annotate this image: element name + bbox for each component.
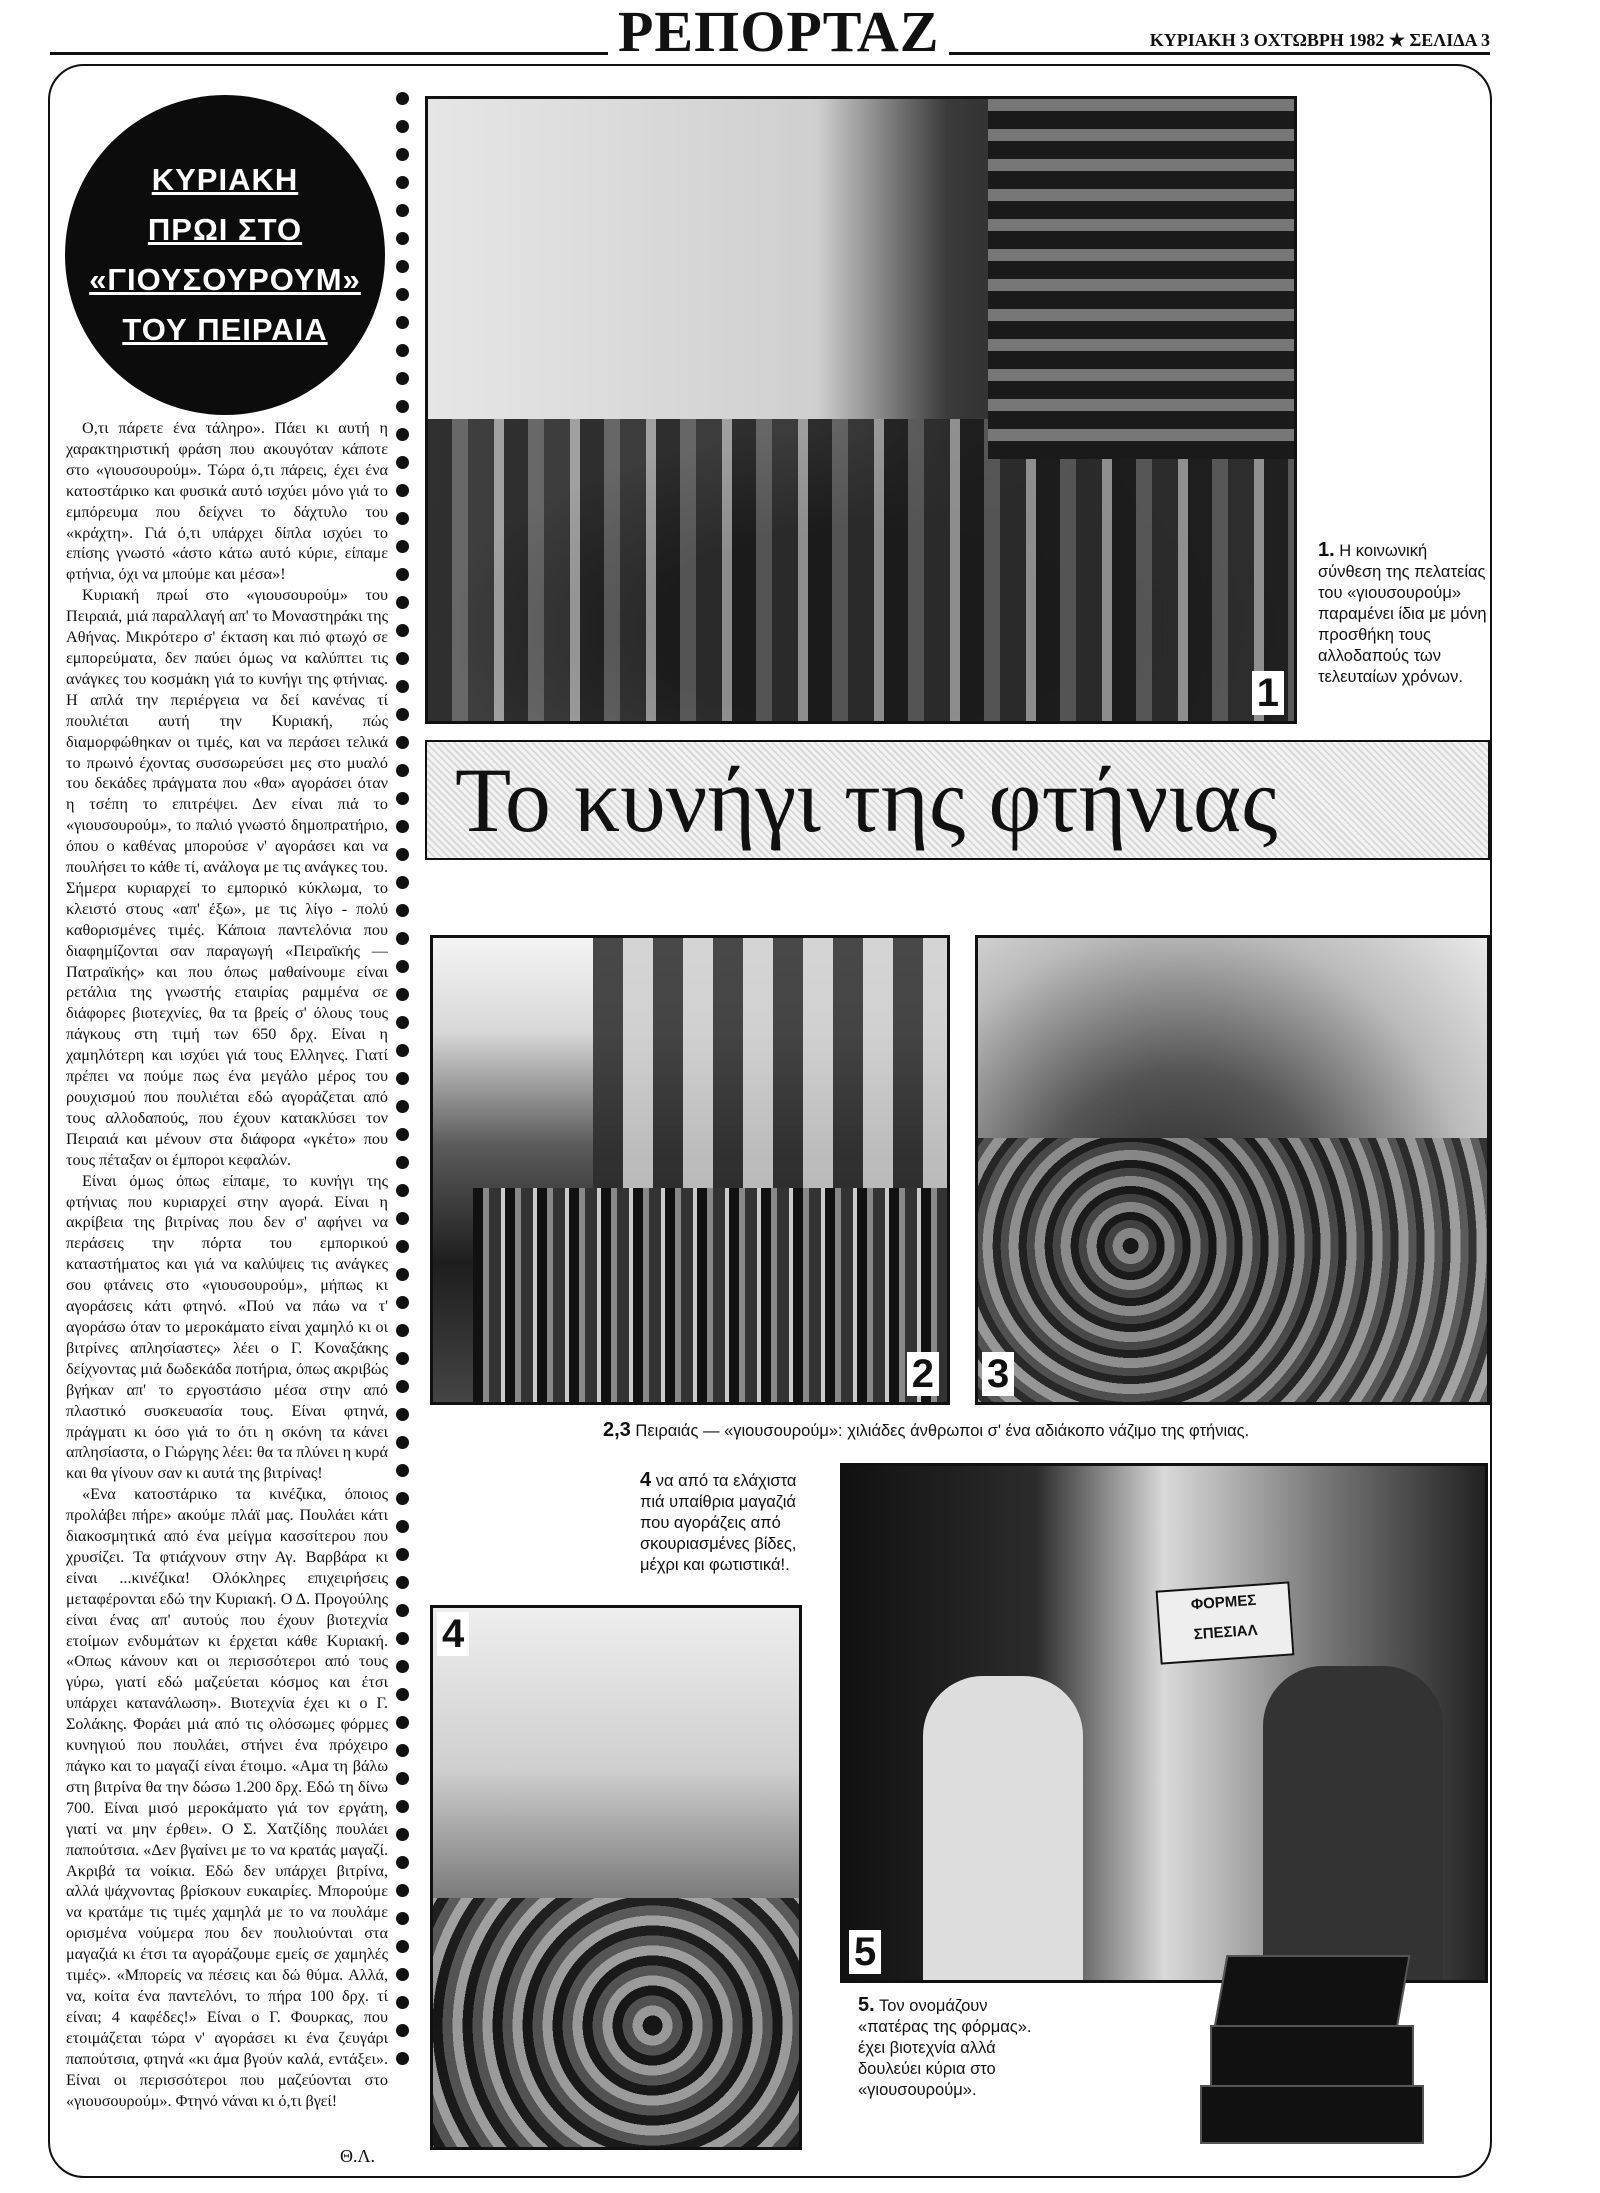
divider-dot	[396, 484, 409, 497]
divider-dot	[396, 1884, 409, 1897]
photo-2-3-caption	[603, 1420, 1463, 1442]
divider-dot	[396, 1268, 409, 1281]
photo-1-market-crowd	[425, 96, 1297, 724]
divider-dot	[396, 2052, 409, 2065]
divider-dot	[396, 176, 409, 189]
article-body	[66, 418, 388, 2163]
divider-dot	[396, 904, 409, 917]
divider-dot	[396, 1660, 409, 1673]
headline: Το κυνήγι της φτήνιας	[455, 749, 1278, 851]
divider-dot	[396, 568, 409, 581]
photo-4-number: 4	[437, 1612, 469, 1656]
photo-3-goods	[978, 1138, 1487, 1405]
divider-dot	[396, 232, 409, 245]
divider-dot	[396, 1716, 409, 1729]
article-paragraph: Είναι όμως όπως είπαμε, το κυνήγι της φτήνιας που κυριαρχεί στην αγορά. Είναι η ακρίβεια της βιτρίνας που δεν σ' αφήνει να περάσεις την πόρτα του εμπορικού καταστήματος και γιά να καλύψεις τις ανάγκες σου φτάνεις στο «γιουσουρούμ», μήπως κι αγοράσεις κάτι φτηνό. «Πού να πάω να τ' αγοράσω όταν το μεροκάματο είναι χαμηλό κι οι βιτρίνες απλησίαστες» λέει ο Γ. Κοναξάκης δείχνοντας μιά δωδεκάδα ποτήρια, όπως ακριβώς βγήκαν απ' το εργοστάσιο μέσα στην από πλαστικό συσκευασία τους. Είναι φτηνά, πράγματι κι όσο γιά το ότι η σκόνη τα κάνει απλησίαστα, ο Γιώργης λέει: θα τα πλύνει η κυρά και θα γίνουν σαν κι αυτά της βιτρίνας!	[66, 1171, 388, 1483]
divider-dot	[396, 1772, 409, 1785]
divider-dot	[396, 540, 409, 553]
photo-1-crowd	[428, 419, 1294, 724]
divider-dot	[396, 400, 409, 413]
divider-dot	[396, 372, 409, 385]
divider-dot	[396, 1688, 409, 1701]
divider-dot	[396, 1352, 409, 1365]
article-paragraph: Ο,τι πάρετε ένα τάληρο». Πάει κι αυτή η χαρακτηριστική φράση που ακουγόταν κάποτε στο «γιουσουρούμ». Τώρα ό,τι πάρεις, έχει ένα κατοστάρικο και φυσικά αυτό ισχύει μόνο γιά το εμπόρευμα που δείχνει το δάχτυλο του «κράχτη». Γιά ό,τι υπάρχει δίπλα ισχύει το επίσης γνωστό «άστο κάτω αυτό κύριε, είπαμε φτήνια, όχι να μπούμε και μέσα»!	[66, 419, 388, 584]
divider-dot	[396, 596, 409, 609]
divider-dot	[396, 1548, 409, 1561]
photo-1-building	[988, 99, 1297, 459]
divider-dot	[396, 1380, 409, 1393]
photo-4-caption-num: 4	[640, 1469, 652, 1491]
photo-5-caption-num: 5.	[858, 1994, 875, 2016]
divider-dot	[396, 1800, 409, 1813]
divider-dot	[396, 1492, 409, 1505]
divider-dot	[396, 764, 409, 777]
divider-dot	[396, 428, 409, 441]
divider-dot	[396, 316, 409, 329]
divider-dot	[396, 1576, 409, 1589]
divider-dot	[396, 1464, 409, 1477]
photo-3-goods-on-ground	[975, 935, 1490, 1405]
author-signature: Θ.Λ.	[340, 2146, 376, 2166]
photo-1-caption-num: 1.	[1318, 539, 1335, 561]
divider-dot	[396, 148, 409, 161]
divider-dot	[396, 92, 409, 105]
divider-dot	[396, 512, 409, 525]
photo-2-street-market	[430, 935, 950, 1405]
divider-dot	[396, 1100, 409, 1113]
divider-dot	[396, 932, 409, 945]
divider-dot	[396, 1240, 409, 1253]
cash-register-image	[1200, 1955, 1426, 2145]
divider-dot	[396, 204, 409, 217]
divider-dot	[396, 456, 409, 469]
photo-4-goods	[433, 1898, 799, 2150]
photo-4-caption	[640, 1470, 820, 1576]
divider-dot	[396, 1940, 409, 1953]
photo-2-facade	[593, 938, 950, 1198]
photo-1-caption-text: Η κοινωνική σύνθεση της πελατείας του «γιουσουρούμ» παραμένει ίδια με μόνη προσθήκη τους αλλοδαπούς των τελευταίων χρόνων.	[1318, 542, 1487, 686]
photo-2-3-caption-num: 2,3	[603, 1419, 631, 1441]
divider-dot	[396, 1072, 409, 1085]
photo-5-caption	[858, 1995, 1038, 2101]
divider-dot	[396, 1296, 409, 1309]
kicker-line-3: «ΓΙΟΥΣΟΥΡΟΥΜ»	[89, 262, 361, 297]
divider-dot	[396, 1912, 409, 1925]
divider-dot	[396, 708, 409, 721]
photo-4-outdoor-stall	[430, 1605, 802, 2150]
divider-dot	[396, 260, 409, 273]
divider-dot	[396, 344, 409, 357]
photo-1-caption	[1318, 540, 1488, 688]
photo-5-customer	[923, 1676, 1083, 1983]
kicker-line-1: ΚΥΡΙΑΚΗ	[151, 162, 299, 197]
photo-2-3-caption-text: Πειραιάς — «γιουσουρούμ»: χιλιάδες άνθρωποι σ' ένα αδιάκοπο νάζιμο της φτήνιας.	[635, 1422, 1250, 1440]
dotted-divider	[396, 92, 410, 2152]
photo-4-caption-text: να από τα ελάχιστα πιά υπαίθρια μαγαζιά που αγοράζεις από σκουριασμένες βίδες, μέχρι και φωτιστικά!.	[640, 1472, 797, 1574]
divider-dot	[396, 1632, 409, 1645]
divider-dot	[396, 848, 409, 861]
kicker-circle	[65, 95, 385, 415]
photo-1-number: 1	[1252, 671, 1284, 715]
divider-dot	[396, 1044, 409, 1057]
divider-dot	[396, 1436, 409, 1449]
photo-5-caption-text: Τον ονομάζουν «πατέρας της φόρμας». έχει βιοτεχνία αλλά δουλεύει κύρια στο «γιουσουρούμ».	[858, 1997, 1032, 2099]
divider-dot	[396, 1016, 409, 1029]
article-paragraph: «Ενα κατοστάρικο τα κινέζικα, όποιος προλάβει πήρε» ακούμε πλάϊ μας. Πουλάει κάτι διακοσμητικά από ένα μείγμα κασσίτερου που χρυσίζει. Τα φτιάχνουν στην Αγ. Βαρβάρα κι είναι ...κινέζικα! Ολόκληρες επιχειρήσεις μεταφέρονται εδώ την Κυριακή. Ο Δ. Προγούλης είναι ένας απ' αυτούς που έχουν βιοτεχνία ετοίμων ενδυμάτων κι έρχεται κάθε Κυριακή. «Οπως κάνουν και οι περισσότεροι από τους γύρω, γιατί εδώ μαζεύεται κόσμος και έτσι υπάρχει κατανάλωση». Βιοτεχνία έχει κι ο Γ. Σολάκης. Φοράει μιά από τις ολόσωμες φόρμες κυνηγιού που πουλάει, στήνει ένα πρόχειρο πάγκο και το μαγαζί είναι έτοιμο. «Αμα τη βάλω στη βιτρίνα θα την δώσω 1.200 δρχ. Εδώ τη δίνω 700. Είναι μισό μεροκάματο γιά τον εργάτη, γιατί να μην έρθει». Ο Σ. Χατζίδης πουλάει παπούτσια. «Δεν βγαίνει με το να κρατάς μαγαζί. Ακριβά τα νοίκια. Εδώ δεν υπάρχει βιτρίνα, αλλά ψάχνοντας βρίσκουν ευκαιρίες. Μπορούμε να κρατάμε τις τιμές χαμηλά με το να πουλάμε ορισμένα νούμερα που δεν πουλιούνται στα μαγαζιά κι έτσι τα αγοράζουμε εμείς σε χαμηλές τιμές». «Μπορείς να πέσεις και δώ θύμα. Αλλά, να, κοίτα ένα παντελόνι, το πήρα 100 δρχ. τί είναι; 4 καφέδες!» Είναι ο Γ. Φουρκας, που ετοιμάζεται τώρα ν' αγοράσει κι ένα ζευγάρι παπούτσια, φτηνά «κι άμα βγούν καλά, εντάξει». Είναι οι περισσότεροι που μαζεύονται στο «γιουσουρούμ». Φτηνό νάναι κι ό,τι βγεί!	[66, 1485, 388, 2110]
divider-dot	[396, 1520, 409, 1533]
kicker-line-4: ΤΟΥ ΠΕΙΡΑΙΑ	[122, 312, 328, 347]
divider-dot	[396, 1996, 409, 2009]
article-paragraph: Κυριακή πρωί στο «γιουσουρούμ» του Πειραιά, μιά παραλλαγή απ' το Μοναστηράκι της Αθήνας. Μικρότερο σ' έκταση και πιό φτωχό σε εμπορεύματα, δεν παύει όμως να καλύπτει τις ανάγκες του κοσμάκη γιά το κυνήγι της φτήνιας. Η απλά την περιέργεια να δεί κανένας τί πουλιέται αυτή την Κυριακή, πώς διαμορφώθηκαν οι τιμές, και να περάσει τελικά το πρωινό έχοντας συσσωρεύσει μες στο μυαλό του δεκάδες πράγματα που «θα» αγοράσει όταν η τσέπη το επιτρέψει. Δεν είναι πιά το «γιουσουρούμ», το παλιό γνωστό δημοπρατήριο, όπου ο καθένας μπορούσε ν' αγοράσει και να πουλήσει το κάθε τί, ανάλογα με τις ανάγκες του. Σήμερα κυριαρχεί το εμπορικό κύκλωμα, το κλειστό στους «απ' έξω», με τις λίγο - πολύ καθορισμένες τιμές. Κάποια παντελόνια που διαφημίζονται σαν παραγωγή «Πειραϊκής — Πατραϊκής» και που όπως μαθαίνουμε είναι ρετάλια της γνωστής εταιρίας ραμμένα σε διάφορες βιοτεχνίες, θα τα βρείς σ' όλους τους πάγκους στη τιμή των 650 δρχ. Είναι η χαμηλότερη και ισχύει γιά τους Ελληνες. Γιατί πρέπει να πούμε πως ένα μεγάλο μέρος του ρουχισμού που πουλιέται εδώ αγοράζεται από τους αλλοδαπούς, που έχουν κατακλύσει τον Πειραιά και μένουν στα διάφορα «γκέτο» που τους πέταξαν οι έμποροι κεφαλών.	[66, 586, 388, 1169]
photo-5-vendor-figure	[1263, 1666, 1443, 1983]
divider-dot	[396, 960, 409, 973]
photo-2-number: 2	[907, 1352, 939, 1396]
photo-2-crowd	[473, 1188, 950, 1405]
divider-dot	[396, 1408, 409, 1421]
divider-dot	[396, 1156, 409, 1169]
divider-dot	[396, 624, 409, 637]
divider-dot	[396, 652, 409, 665]
divider-dot	[396, 820, 409, 833]
divider-dot	[396, 988, 409, 1001]
divider-dot	[396, 120, 409, 133]
divider-dot	[396, 736, 409, 749]
divider-dot	[396, 680, 409, 693]
divider-dot	[396, 288, 409, 301]
headline-banner	[425, 740, 1490, 860]
photo-5-sign: ΦΟΡΜΕΣ ΣΠΕΣΙΑΛ	[1156, 1581, 1295, 1664]
photo-5-number: 5	[849, 1930, 881, 1974]
kicker-line-2: ΠΡΩΙ ΣΤΟ	[147, 212, 303, 247]
divider-dot	[396, 1968, 409, 1981]
section-title: ΡΕΠΟΡΤΑΖ	[608, 0, 949, 64]
divider-dot	[396, 1828, 409, 1841]
divider-dot	[396, 1184, 409, 1197]
photo-5-vendor	[840, 1463, 1488, 1983]
divider-dot	[396, 792, 409, 805]
divider-dot	[396, 876, 409, 889]
divider-dot	[396, 1856, 409, 1869]
date-page-label: ΚΥΡΙΑΚΗ 3 ΟΧΤΩΒΡΗ 1982 ★ ΣΕΛΙΔΑ 3	[1142, 30, 1490, 51]
photo-3-number: 3	[982, 1352, 1014, 1396]
divider-dot	[396, 1324, 409, 1337]
divider-dot	[396, 1128, 409, 1141]
divider-dot	[396, 1744, 409, 1757]
divider-dot	[396, 2024, 409, 2037]
divider-dot	[396, 1212, 409, 1225]
divider-dot	[396, 1604, 409, 1617]
